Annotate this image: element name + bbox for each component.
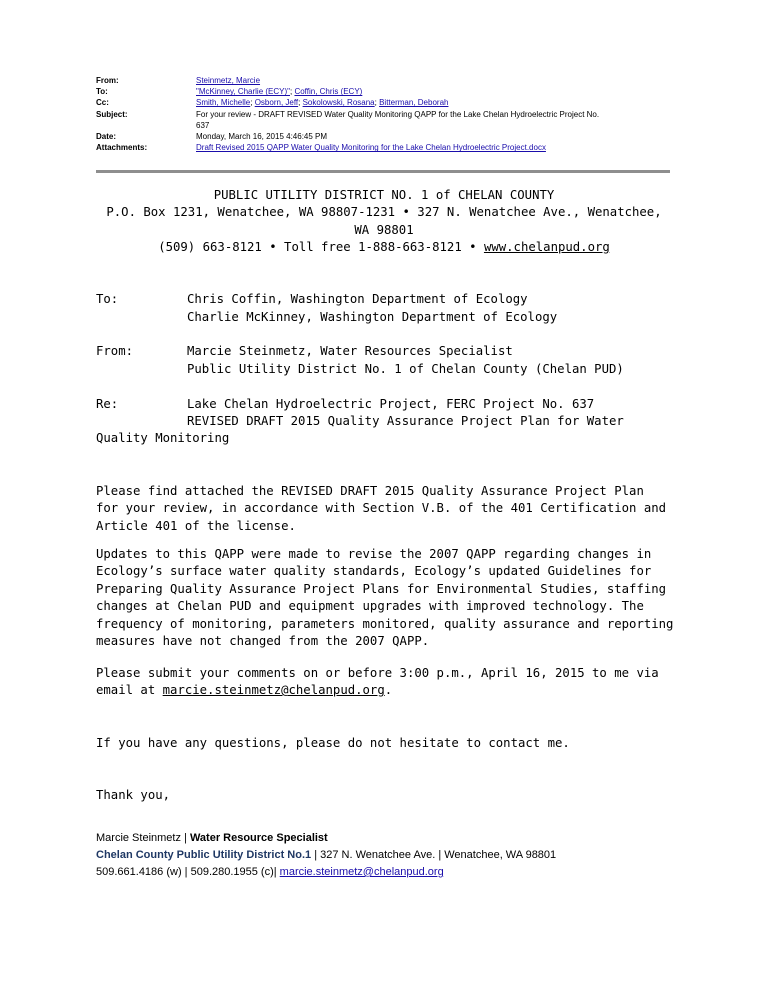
signature-line <box>96 847 556 864</box>
cc-recipient-link[interactable]: Smith, Michelle <box>196 98 251 108</box>
separator: ; <box>298 98 303 108</box>
paragraph <box>96 665 676 700</box>
paragraph-line: measures have not changed from the 2007 QAPP. <box>96 634 430 649</box>
paragraph: If you have any questions, please do not hesitate to contact me. <box>96 736 570 750</box>
to-row <box>96 86 670 97</box>
memo-re-line: Quality Monitoring <box>96 431 230 445</box>
letterhead-line: WA 98801 <box>354 223 414 237</box>
memo-re-line: REVISED DRAFT 2015 Quality Assurance Project Plan for Water <box>187 414 624 428</box>
to-recipient-link[interactable]: "McKinney, Charlie (ECY)" <box>196 87 290 97</box>
paragraph-line: Updates to this QAPP were made to revise the 2007 QAPP regarding changes in <box>96 547 652 561</box>
subject-text <box>196 109 670 131</box>
from-label: From: <box>96 76 119 85</box>
date-row <box>96 131 670 142</box>
cc-recipient-link[interactable]: Osborn, Jeff <box>254 98 299 108</box>
paragraph-line: Please submit your comments on or before 3:00 p.m., April 16, 2015 to me via <box>96 666 659 680</box>
to-recipient-link[interactable]: Coffin, Chris (ECY) <box>294 87 363 97</box>
signature-line <box>96 864 444 881</box>
cc-label: Cc: <box>96 98 109 108</box>
text-span: . <box>384 683 393 698</box>
letterhead-line: PUBLIC UTILITY DISTRICT NO. 1 of CHELAN COUNTY <box>213 188 555 202</box>
header-divider <box>96 170 670 173</box>
to-label: To: <box>96 87 108 97</box>
paragraph-line: for your review, in accordance with Section V.B. of the 401 Certification and <box>96 501 667 516</box>
memo-from-label: From: <box>96 344 134 358</box>
memo-re-label: Re: <box>96 397 119 411</box>
memo-to-line: Chris Coffin, Washington Department of Ecology <box>187 292 528 306</box>
signature-address: | 327 N. Wenatchee Ave. | Wenatchee, WA 98801 <box>311 849 557 861</box>
signature-org: Chelan County Public Utility District No.1 <box>96 849 312 861</box>
paragraph-line: Ecology’s surface water quality standards, Ecology’s updated Guidelines for <box>96 564 652 579</box>
signature-email-link[interactable]: marcie.steinmetz@chelanpud.org <box>279 866 444 878</box>
cc-row <box>96 97 670 108</box>
text-span: email at <box>96 683 163 698</box>
cc-recipient-link[interactable]: Sokolowski, Rosana <box>302 98 375 108</box>
subject-row <box>96 109 670 131</box>
paragraph <box>96 546 676 650</box>
separator: ; <box>290 87 295 97</box>
email-link[interactable]: marcie.steinmetz@chelanpud.org <box>162 683 385 698</box>
memo-to-label: To: <box>96 292 119 306</box>
website-link[interactable]: www.chelanpud.org <box>483 240 610 254</box>
signature-title: Water Resource Specialist <box>189 832 328 844</box>
attachment-link[interactable]: Draft Revised 2015 QAPP Water Quality Monitoring for the Lake Chelan Hydroelectric Project.docx <box>196 143 546 153</box>
signature-line <box>96 830 328 847</box>
subject-line: 637 <box>196 120 210 130</box>
memo-to-line: Charlie McKinney, Washington Department of Ecology <box>187 310 558 324</box>
email-header <box>96 75 670 153</box>
letterhead-line: P.O. Box 1231, Wenatchee, WA 98807-1231 • 327 N. Wenatchee Ave., Wenatchee, <box>106 205 662 219</box>
signature-name: Marcie Steinmetz | <box>96 832 190 844</box>
signature-phones: 509.661.4186 (w) | 509.280.1955 (c)| <box>96 866 280 878</box>
date-value: Monday, March 16, 2015 4:46:45 PM <box>196 132 328 142</box>
paragraph-line: Please find attached the REVISED DRAFT 2015 Quality Assurance Project Plan <box>96 484 644 498</box>
attachments-row <box>96 142 670 153</box>
from-row <box>96 75 670 86</box>
paragraph-line: Preparing Quality Assurance Project Plans for Environmental Studies, staffing <box>96 581 667 596</box>
date-label: Date: <box>96 132 117 142</box>
letterhead-phone: (509) 663-8121 • Toll free 1-888-663-8121 • <box>158 240 484 254</box>
cc-recipient-link[interactable]: Bitterman, Deborah <box>379 98 449 108</box>
paragraph-line: frequency of monitoring, parameters monitored, quality assurance and reporting <box>96 616 674 631</box>
paragraph-line: changes at Chelan PUD and equipment upgrades with improved technology. The <box>96 599 644 614</box>
letterhead-contact <box>96 239 672 256</box>
separator: ; <box>250 98 255 108</box>
attachments-label: Attachments: <box>96 143 148 153</box>
paragraph <box>96 483 676 535</box>
paragraph-line <box>96 682 676 699</box>
closing: Thank you, <box>96 788 171 802</box>
paragraph-line: Article 401 of the license. <box>96 518 296 533</box>
from-sender-link[interactable]: Steinmetz, Marcie <box>196 76 261 85</box>
subject-label: Subject: <box>96 109 128 119</box>
memo-re-line: Lake Chelan Hydroelectric Project, FERC Project No. 637 <box>187 397 595 411</box>
subject-line: For your review - DRAFT REVISED Water Quality Monitoring QAPP for the Lake Chelan Hydroelectric Project No. <box>196 109 600 119</box>
separator: ; <box>374 98 380 108</box>
memo-from-line: Public Utility District No. 1 of Chelan County (Chelan PUD) <box>187 362 624 376</box>
memo-from-line: Marcie Steinmetz, Water Resources Specialist <box>187 344 513 358</box>
